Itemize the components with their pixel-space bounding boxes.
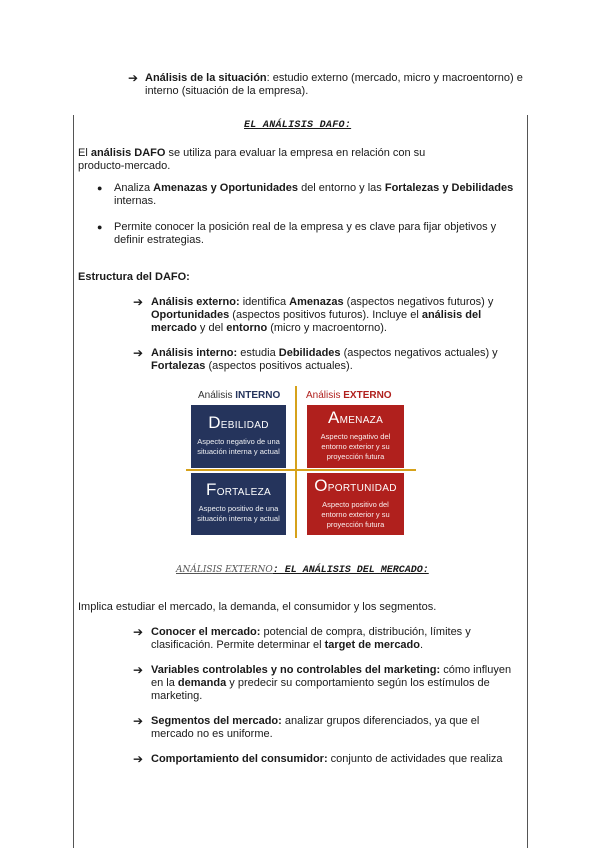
oportunidad-desc-1: Aspecto positivo del — [322, 500, 389, 509]
i2-bold: Variables controlables y no controlables del marketing: — [151, 664, 441, 676]
bullet1-bold2: Fortalezas y Debilidades — [384, 182, 514, 194]
arrow-icon: ➔ — [133, 625, 144, 639]
bullet-icon: ● — [97, 183, 103, 193]
debilidad-box — [191, 405, 286, 468]
arrow-icon: ➔ — [133, 714, 144, 728]
intro-paragraph — [145, 72, 585, 98]
arrow-icon: ➔ — [128, 71, 139, 85]
dafo-intro-line2: producto-mercado. — [78, 160, 171, 172]
bullet-icon: ● — [97, 222, 103, 232]
mercado-intro: Implica estudiar el mercado, la demanda, el consumidor y los segmentos. — [78, 601, 437, 613]
ext-b1: Amenazas — [289, 296, 344, 308]
debilidad-desc-1: Aspecto negativo de una — [197, 437, 280, 446]
mercado-item-2 — [151, 664, 521, 703]
arrow-icon: ➔ — [133, 752, 144, 766]
ext-bold: Análisis externo: — [151, 296, 240, 308]
i2-t2b: y predecir su comportamiento según los estímulos de — [226, 677, 490, 689]
ext-b3: análisis del — [421, 309, 482, 321]
arrow-icon: ➔ — [133, 295, 144, 309]
oportunidad-desc-2: entorno exterior y su — [321, 510, 390, 519]
dafo-bullet-2 — [114, 221, 524, 247]
external-column-title: Análisis EXTERNO — [306, 390, 392, 401]
mercado-item-1 — [151, 626, 521, 652]
intro-text-1: : estudio externo (mercado, micro y macroentorno) e — [266, 72, 523, 84]
structure-title: Estructura del DAFO: — [78, 271, 190, 283]
debilidad-desc-2: situación interna y actual — [197, 447, 280, 456]
i3-bold: Segmentos del mercado: — [151, 715, 282, 727]
bullet1-pre: Analiza — [114, 182, 154, 194]
dafo-intro-post: se utiliza para evaluar la empresa en relación con su — [165, 147, 426, 159]
mercado-heading-prefix: ANÁLISIS EXTERNO — [176, 565, 273, 575]
i2-t1: cómo influyen — [440, 664, 512, 676]
int-b1: Debilidades — [278, 347, 341, 359]
fortaleza-desc-2: situación interna y actual — [197, 514, 280, 523]
fortaleza-box — [191, 473, 286, 535]
ext-t1: identifica — [239, 296, 290, 308]
ext-t4: y del — [196, 322, 227, 334]
bullet1-mid: del entorno y las — [298, 182, 385, 194]
i4-bold: Comportamiento del consumidor: — [151, 753, 328, 765]
i1-t2b: . — [420, 639, 424, 651]
arrow-icon: ➔ — [133, 663, 144, 677]
mercado-item-3 — [151, 715, 521, 741]
dafo-intro-paragraph — [78, 147, 518, 173]
i2-t2a: en la — [151, 677, 178, 689]
oportunidad-box — [307, 473, 404, 535]
amenaza-desc-3: proyección futura — [326, 452, 385, 461]
dafo-intro-pre: El — [78, 147, 91, 159]
i1-bold: Conocer el mercado: — [151, 626, 261, 638]
fortaleza-title: FORTALEZA — [206, 480, 271, 499]
ext-t3: (aspectos positivos futuros). Incluye el — [229, 309, 422, 321]
ext-t2: (aspectos negativos futuros) y — [343, 296, 494, 308]
ext-b4: mercado — [151, 322, 197, 334]
oportunidad-desc-3: proyección futura — [326, 520, 385, 529]
arrow-icon: ➔ — [133, 346, 144, 360]
ext-b2: Oportunidades — [151, 309, 230, 321]
i1-t2a: clasificación. Permite determinar el — [151, 639, 325, 651]
debilidad-title: DEBILIDAD — [208, 413, 269, 432]
i3-t2: mercado no es uniforme. — [151, 728, 273, 740]
internal-analysis-item — [151, 347, 521, 373]
bullet2-line2: definir estrategias. — [114, 234, 204, 246]
int-bold: Análisis interno: — [151, 347, 238, 359]
internal-column-title: Análisis INTERNO — [198, 390, 281, 401]
bullet1-line2: internas. — [114, 195, 157, 207]
i4-t1: conjunto de actividades que realiza — [327, 753, 503, 765]
dafo-heading: EL ANÁLISIS DAFO: — [244, 120, 352, 131]
matrix-vertical-divider — [295, 386, 297, 538]
oportunidad-title: OPORTUNIDAD — [314, 476, 397, 495]
dafo-bullet-1 — [114, 182, 524, 208]
int-t1: estudia — [237, 347, 279, 359]
int-t2: (aspectos negativos actuales) y — [340, 347, 498, 359]
external-analysis-item — [151, 296, 521, 335]
amenaza-box — [307, 405, 404, 468]
bullet1-bold1: Amenazas y Oportunidades — [153, 182, 299, 194]
bullet2-line1: Permite conocer la posición real de la empresa y es clave para fijar objetivos y — [114, 221, 497, 233]
dafo-intro-bold: análisis DAFO — [90, 147, 166, 159]
i1-t1: potencial de compra, distribución, límites y — [260, 626, 471, 638]
mercado-heading — [176, 563, 429, 576]
amenaza-desc-2: entorno exterior y su — [321, 442, 390, 451]
matrix-horizontal-divider — [186, 469, 416, 471]
i3-t1: analizar grupos diferenciados, ya que el — [281, 715, 480, 727]
section-border-left — [73, 115, 74, 848]
fortaleza-desc-1: Aspecto positivo de una — [198, 504, 279, 513]
intro-term: Análisis de la situación — [145, 72, 267, 84]
int-b2: Fortalezas — [151, 360, 206, 372]
amenaza-title: AMENAZA — [327, 408, 384, 427]
mercado-item-4 — [151, 753, 521, 766]
mercado-heading-main: : EL ANÁLISIS DEL MERCADO: — [272, 565, 429, 576]
section-border-right — [527, 115, 528, 848]
intro-text-2: interno (situación de la empresa). — [145, 85, 309, 97]
int-t3: (aspectos positivos actuales). — [205, 360, 353, 372]
i2-t3: marketing. — [151, 690, 203, 702]
i2-b2: demanda — [177, 677, 227, 689]
amenaza-desc-1: Aspecto negativo del — [320, 432, 391, 441]
dafo-matrix — [186, 386, 416, 538]
ext-t5: (micro y macroentorno). — [267, 322, 387, 334]
i1-b2: target de mercado — [324, 639, 420, 651]
ext-b5: entorno — [226, 322, 268, 334]
